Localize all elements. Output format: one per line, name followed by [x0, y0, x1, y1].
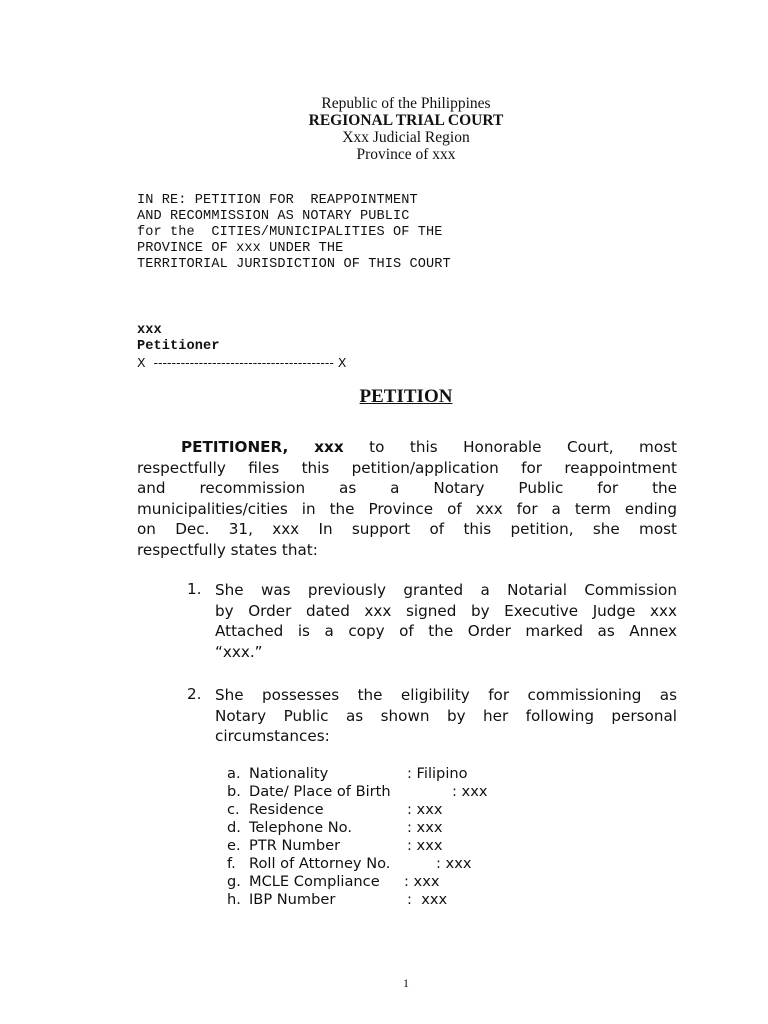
intro-line: on Dec. 31, xxx In support of this petition, she most [137, 520, 677, 539]
caption-line: AND RECOMMISSION AS NOTARY PUBLIC [137, 209, 410, 224]
item-line: She was previously granted a Notarial Commission [215, 581, 677, 599]
intro-paragraph [137, 437, 677, 561]
petitioner-label: Petitioner [137, 339, 220, 354]
circ-letter: f. [227, 855, 236, 872]
circ-letter: b. [227, 783, 241, 800]
caption-line: PROVINCE OF xxx UNDER THE [137, 241, 344, 256]
header-province: Province of xxx [356, 146, 456, 163]
circ-letter: h. [227, 891, 241, 908]
item-line: “xxx.” [215, 642, 263, 661]
intro-line: and recommission as a Notary Public for the [137, 479, 677, 498]
item-line: Attached is a copy of the Order marked as Annex [215, 622, 677, 641]
header-region: Xxx Judicial Region [342, 129, 470, 146]
circ-label: IBP Number [249, 891, 336, 908]
document-title: PETITION [359, 386, 453, 407]
circ-label: Date/ Place of Birth [249, 783, 391, 800]
circ-letter: a. [227, 765, 241, 782]
header-republic: Republic of the Philippines [321, 95, 491, 112]
circ-letter: d. [227, 819, 241, 836]
circ-label: Nationality [249, 765, 329, 782]
caption-line: IN RE: PETITION FOR REAPPOINTMENT [137, 193, 418, 208]
page-number: 1 [403, 976, 409, 990]
intro-line: municipalities/cities in the Province of xxx for a term ending [137, 499, 677, 518]
circ-value: : xxx [407, 801, 443, 818]
caption-line: for the CITIES/MUNICIPALITIES OF THE [137, 225, 443, 240]
item-number: 2. [187, 685, 202, 703]
intro-first-line: PETITIONER, xxx to this Honorable Court, most [181, 438, 677, 456]
intro-line: respectfully files this petition/application for reappointment [137, 458, 677, 477]
item-line: She possesses the eligibility for commissioning as [215, 686, 677, 704]
item-line: by Order dated xxx signed by Executive Judge xxx [215, 601, 677, 620]
circ-value: : xxx [452, 783, 488, 800]
circ-value: : xxx [407, 837, 443, 854]
intro-line: respectfully states that: [137, 540, 318, 559]
circ-letter: e. [227, 837, 241, 854]
header-court: REGIONAL TRIAL COURT [308, 112, 504, 129]
circ-label: MCLE Compliance [249, 873, 380, 890]
circ-letter: g. [227, 873, 241, 890]
item-1-text [215, 580, 677, 662]
circ-value: : xxx [436, 855, 472, 872]
caption-separator: X ---------------------------------------- X [137, 355, 347, 370]
circ-label: Roll of Attorney No. [249, 855, 391, 872]
circ-value: : xxx [404, 873, 440, 890]
circ-value: : Filipino [407, 765, 468, 782]
circ-value: : xxx [407, 819, 443, 836]
item-line: Notary Public as shown by her following personal [215, 706, 677, 725]
circ-label: PTR Number [249, 837, 341, 854]
circ-label: Residence [249, 801, 324, 818]
petitioner-name: xxx [137, 323, 162, 338]
caption-line: TERRITORIAL JURISDICTION OF THIS COURT [137, 257, 451, 272]
circ-label: Telephone No. [249, 819, 352, 836]
circ-letter: c. [227, 801, 240, 818]
item-line: circumstances: [215, 727, 330, 746]
circ-value: : xxx [407, 891, 448, 908]
petitioner-lead: PETITIONER, xxx [181, 438, 344, 456]
item-2-text [215, 685, 677, 747]
item-number: 1. [187, 580, 202, 598]
